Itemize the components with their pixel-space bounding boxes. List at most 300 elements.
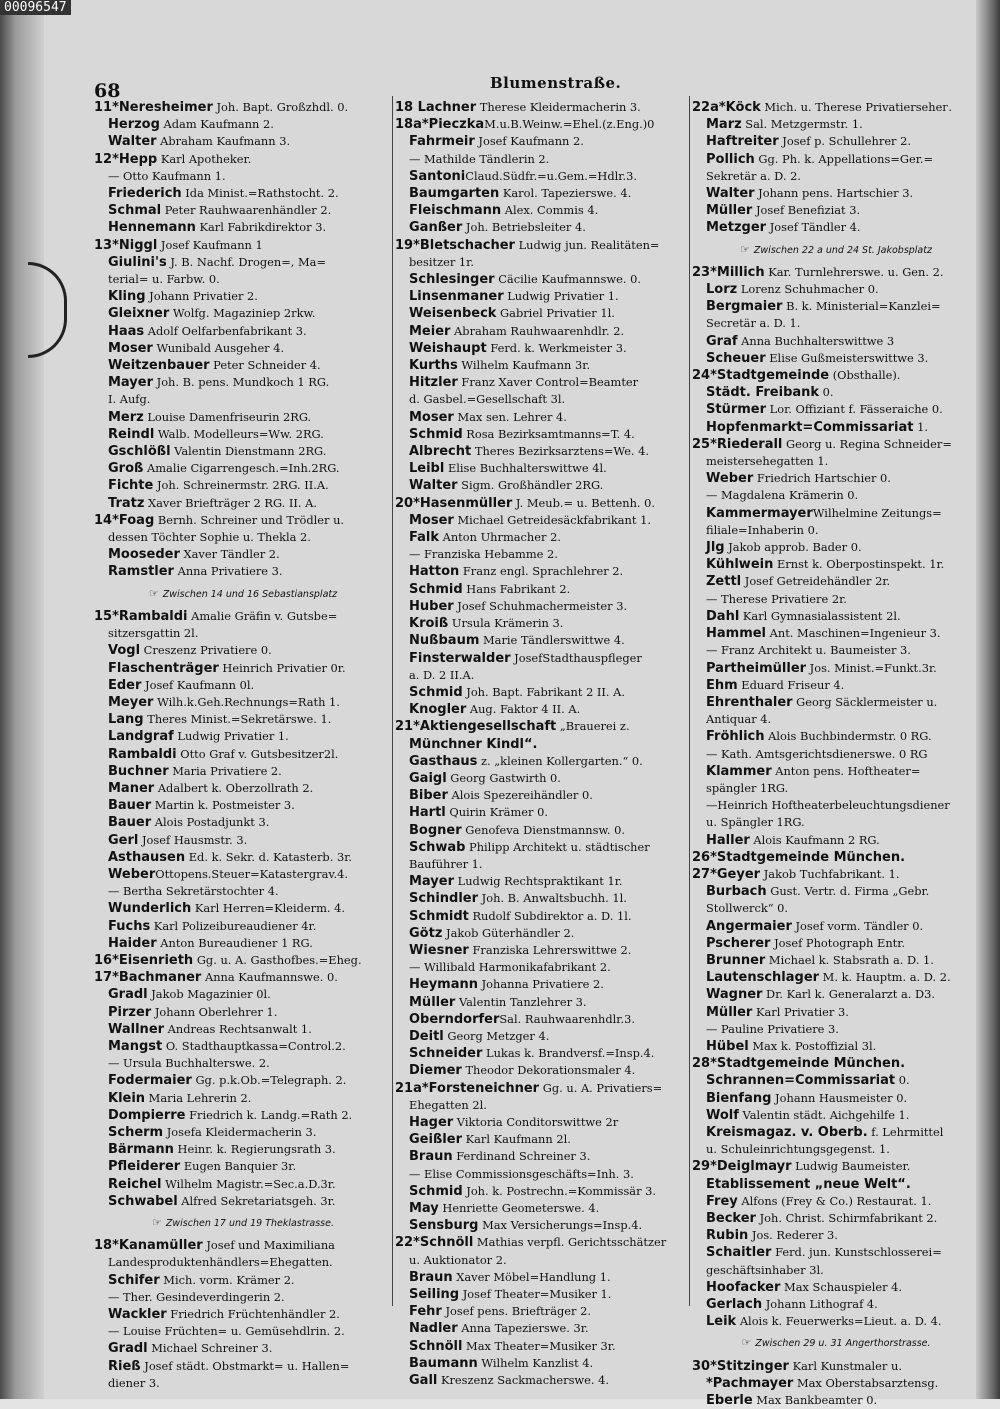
- directory-entry: [692, 1021, 980, 1038]
- directory-entry: [692, 1038, 980, 1055]
- entry-details: Josef pens. Briefträger 2.: [441, 1304, 591, 1319]
- entry-name: Hoofacker: [706, 1279, 781, 1295]
- entry-name: Fleischmann: [409, 203, 502, 219]
- directory-entry: [395, 1303, 690, 1320]
- entry-details: Gabriel Privatier 1l.: [496, 306, 615, 321]
- directory-entry: [94, 1055, 392, 1072]
- entry-details: Karl Kunstmaler u.: [788, 1358, 902, 1373]
- entry-details: dessen Töchter Sophie u. Thekla 2.: [108, 530, 311, 545]
- directory-entry: [94, 1072, 392, 1089]
- entry-name: Haider: [108, 935, 157, 951]
- pointing-hand-icon: ☞: [148, 586, 159, 600]
- directory-entry: [94, 677, 392, 694]
- entry-details: Wilhelmine Zeitungs=: [812, 505, 942, 520]
- entry-name: Mayer: [108, 375, 154, 391]
- directory-entry: [395, 615, 690, 632]
- entry-details: Antiquar 4.: [706, 712, 772, 727]
- directory-entry: [692, 333, 980, 350]
- entry-name: 27*Geyer: [692, 866, 761, 882]
- directory-entry: [395, 340, 690, 357]
- directory-entry: [94, 1306, 392, 1323]
- entry-details: — Mathilde Tändlerin 2.: [409, 151, 550, 166]
- directory-entry: [395, 753, 690, 770]
- entry-name: Schmid: [409, 684, 463, 700]
- entry-details: Max sen. Lehrer 4.: [453, 409, 567, 424]
- entry-name: Pollich: [706, 151, 755, 167]
- directory-entry: [395, 994, 690, 1011]
- entry-details: B. k. Ministerial=Kanzlei=: [782, 299, 941, 314]
- entry-name: Braun: [409, 1269, 453, 1285]
- entry-details: u. Schuleinrichtungsgegenst. 1.: [706, 1142, 890, 1157]
- entry-details: Ed. k. Sekr. d. Katasterb. 3r.: [185, 849, 353, 864]
- entry-details: Wilhelm Kanzlist 4.: [477, 1355, 594, 1370]
- entry-details: Ursula Krämerin 3.: [448, 616, 564, 631]
- entry-name: Bogner: [409, 822, 462, 838]
- entry-details: Sal. Metzgermstr. 1.: [741, 117, 863, 132]
- directory-column-2: [395, 99, 690, 1389]
- directory-entry: [94, 832, 392, 849]
- directory-entry: [395, 1286, 690, 1303]
- entry-name: Fodermaier: [108, 1073, 192, 1089]
- entry-name: Etablissement „neue Welt“.: [706, 1176, 911, 1192]
- directory-entry: [692, 470, 980, 487]
- entry-details: Josef Getreidehändler 2r.: [741, 574, 891, 589]
- directory-entry: [395, 701, 690, 718]
- entry-details: — Magdalena Krämerin 0.: [706, 488, 859, 503]
- entry-details: Max Schauspieler 4.: [780, 1279, 903, 1294]
- entry-name: Pirzer: [108, 1004, 152, 1020]
- entry-details: Anton pens. Hoftheater=: [771, 763, 921, 778]
- directory-entry: [692, 918, 980, 935]
- entry-details: Georg u. Regina Schneider=: [782, 436, 952, 451]
- entry-details: „Brauerei z.: [556, 719, 630, 734]
- entry-name: Kurths: [409, 358, 458, 374]
- directory-entry: [94, 202, 392, 219]
- directory-entry: [692, 935, 980, 952]
- entry-details: — Franziska Hebamme 2.: [409, 547, 558, 562]
- entry-details: Lorenz Schuhmacher 0.: [737, 282, 879, 297]
- entry-name: Schindler: [409, 891, 479, 907]
- directory-entry: [94, 746, 392, 763]
- directory-entry: [94, 374, 392, 391]
- entry-details: Ant. Maschinen=Ingenieur 3.: [766, 626, 941, 641]
- entry-details: — Louise Früchten= u. Gemüsehdlrin. 2.: [108, 1324, 345, 1339]
- entry-name: Seiling: [409, 1287, 460, 1303]
- entry-details: Kar. Turnlehrerswe. u. Gen. 2.: [764, 264, 944, 279]
- entry-name: Schwabel: [108, 1193, 178, 1209]
- entry-details: Georg Säcklermeister u.: [792, 694, 938, 709]
- directory-entry: [395, 959, 690, 976]
- directory-entry: [94, 477, 392, 494]
- directory-entry: [94, 1358, 392, 1375]
- entry-details: Anna Buchhalterswittwe 3: [737, 333, 895, 348]
- entry-name: Diemer: [409, 1063, 462, 1079]
- directory-entry: [692, 900, 980, 917]
- entry-details: Marie Tändlerswittwe 4.: [479, 633, 625, 648]
- entry-name: 11*Neresheimer: [94, 100, 213, 115]
- entry-details: Max Oberstabsarztensg.: [793, 1375, 939, 1390]
- entry-name: Metzger: [706, 220, 767, 236]
- entry-details: Rosa Bezirksamtmanns=T. 4.: [462, 426, 635, 441]
- directory-entry: [692, 1193, 980, 1210]
- entry-details: Claud.Südfr.=u.Gem.=Hdlr.3.: [465, 168, 637, 183]
- directory-entry: [94, 116, 392, 133]
- entry-details: Gust. Vertr. d. Firma „Gebr.: [766, 884, 930, 899]
- directory-entry: [395, 1131, 690, 1148]
- entry-name: Kühlwein: [706, 557, 774, 573]
- directory-entry: [395, 839, 690, 856]
- directory-entry: [692, 573, 980, 590]
- cross-street-note: [94, 1214, 392, 1232]
- entry-details: Alois Buchbindermstr. 0 RG.: [764, 729, 932, 744]
- entry-details: — Elise Commissionsgeschäfts=Inh. 3.: [409, 1166, 634, 1181]
- directory-entry: [692, 367, 980, 384]
- entry-details: Peter Rauhwaarenhändler 2.: [161, 203, 332, 218]
- entry-details: Gg. u. A. Gasthofbes.=Eheg.: [193, 952, 362, 967]
- directory-entry: [94, 1237, 392, 1254]
- entry-details: Josef Hausmstr. 3.: [138, 832, 248, 847]
- entry-name: Geißler: [409, 1132, 462, 1148]
- entry-details: Max Bankbeamter 0.: [752, 1393, 878, 1408]
- entry-details: Joh. B. pens. Mundkoch 1 RG.: [153, 375, 330, 390]
- entry-details: Wolfg. Magaziniер 2rkw.: [169, 306, 316, 321]
- directory-entry: [692, 185, 980, 202]
- entry-name: Klammer: [706, 763, 772, 779]
- entry-details: Lukas k. Brandversf.=Insp.4.: [482, 1046, 655, 1061]
- entry-details: Johann Lithograf 4.: [762, 1297, 878, 1312]
- entry-details: Walb. Modelleurs=Ww. 2RG.: [154, 426, 324, 441]
- entry-details: Cäcilie Kaufmannswe. 0.: [494, 272, 641, 287]
- directory-entry: [395, 443, 690, 460]
- directory-entry: [692, 849, 980, 866]
- directory-entry: [395, 1234, 690, 1251]
- entry-details: —Heinrich Hoftheaterbeleuchtungsdiener: [706, 798, 950, 813]
- directory-entry: [94, 512, 392, 529]
- entry-name: Walter: [108, 134, 157, 150]
- entry-name: Lautenschlager: [706, 970, 820, 986]
- directory-entry: [94, 271, 392, 288]
- entry-name: Gerlach: [706, 1297, 763, 1313]
- directory-entry: [94, 969, 392, 986]
- entry-details: Karl Gymnasialassistent 2l.: [739, 608, 901, 623]
- directory-entry: [94, 1141, 392, 1158]
- entry-details: (Obsthalle).: [829, 368, 901, 383]
- directory-entry: [692, 202, 980, 219]
- directory-entry: [94, 219, 392, 236]
- directory-entry: [94, 711, 392, 728]
- directory-entry: [395, 1148, 690, 1165]
- cross-street-text: Zwischen 22 a und 24 St. Jakobsplatz: [753, 244, 932, 256]
- entry-details: Johanna Privatiere 2.: [478, 977, 604, 992]
- directory-entry: [692, 677, 980, 694]
- cross-street-note: [692, 1334, 980, 1352]
- directory-entry: [94, 814, 392, 831]
- entry-name: 17*Bachmaner: [94, 970, 202, 986]
- entry-name: Schnöll: [409, 1338, 463, 1354]
- entry-name: Oberndorfer: [409, 1011, 500, 1027]
- entry-details: Ludwig Baumeister.: [791, 1159, 911, 1174]
- entry-details: Aug. Faktor 4 II. A.: [466, 702, 581, 717]
- entry-details: diener 3.: [108, 1375, 160, 1390]
- entry-details: Wilh.k.Geh.Rechnungs=Rath 1.: [153, 694, 340, 709]
- entry-details: Joh. Schreinermstr. 2RG. II.A.: [153, 478, 329, 493]
- directory-entry: [395, 976, 690, 993]
- entry-name: 14*Foag: [94, 512, 155, 528]
- entry-name: Albrecht: [409, 444, 472, 460]
- entry-details: Landesproduktenhändlers=Ehegatten.: [108, 1255, 333, 1270]
- entry-name: Herzog: [108, 117, 160, 133]
- directory-entry: [94, 1107, 392, 1124]
- directory-entry: [692, 384, 980, 401]
- entry-details: Amalie Gräfin v. Gutsbe=: [187, 608, 338, 623]
- entry-details: Adolf Oelfarbenfabrikant 3.: [144, 323, 307, 338]
- directory-entry: [94, 900, 392, 917]
- directory-entry: [692, 219, 980, 236]
- entry-details: a. D. 2 II.A.: [409, 667, 475, 682]
- directory-entry: [692, 1124, 980, 1141]
- entry-details: Josef städt. Obstmarkt= u. Hallen=: [140, 1358, 350, 1373]
- entry-details: meistersehegatten 1.: [706, 454, 829, 469]
- entry-name: Bienfang: [706, 1090, 772, 1106]
- pointing-hand-icon: ☞: [152, 1216, 162, 1229]
- directory-entry: [94, 849, 392, 866]
- entry-details: Adalbert k. Oberzollrath 2.: [154, 780, 314, 795]
- directory-entry: [94, 185, 392, 202]
- directory-entry: [692, 1244, 980, 1261]
- entry-details: Ida Minist.=Rathstocht. 2.: [181, 186, 339, 201]
- directory-entry: [692, 419, 980, 436]
- directory-entry: [94, 529, 392, 546]
- entry-name: Hammel: [706, 626, 767, 642]
- entry-details: sitzersgattin 2l.: [108, 626, 199, 641]
- directory-entry: [395, 822, 690, 839]
- entry-details: Jakob Tuchfabrikant. 1.: [760, 866, 900, 881]
- entry-details: Karl Polizeiburеаudiener 4r.: [150, 918, 317, 933]
- entry-name: Lorz: [706, 282, 738, 298]
- entry-name: Reichel: [108, 1176, 162, 1192]
- directory-entry: [395, 271, 690, 288]
- entry-details: Sekretär a. D. 2.: [706, 168, 801, 183]
- entry-name: Schaitler: [706, 1245, 772, 1261]
- entry-details: Louise Damenfriseurin 2RG.: [143, 409, 312, 424]
- entry-details: Jakob Güterhändler 2.: [442, 925, 575, 940]
- entry-details: Maria Lehrerin 2.: [145, 1090, 252, 1105]
- entry-details: — Pauline Privatiere 3.: [706, 1021, 839, 1036]
- entry-name: 21*Aktiengesellschaft: [395, 719, 557, 735]
- entry-details: Ferd. jun. Kunstschlosserei=: [771, 1245, 942, 1260]
- directory-entry: [395, 477, 690, 494]
- entry-name: Gerl: [108, 832, 139, 848]
- entry-details: Josef Benefiziat 3.: [752, 203, 861, 218]
- directory-entry: [692, 986, 980, 1003]
- entry-name: 18 Lachner: [395, 100, 477, 115]
- directory-entry: [395, 288, 690, 305]
- directory-entry: [395, 1269, 690, 1286]
- entry-name: Vogl: [108, 643, 141, 659]
- directory-entry: [692, 99, 980, 116]
- entry-details: Anton Uhrmacher 2.: [439, 530, 561, 545]
- directory-entry: [395, 804, 690, 821]
- entry-name: Schwab: [409, 839, 466, 855]
- directory-entry: [94, 780, 392, 797]
- directory-entry: [94, 1124, 392, 1141]
- directory-entry: [395, 1183, 690, 1200]
- entry-name: Landgraf: [108, 729, 174, 745]
- entry-details: Karl Kaufmann 2l.: [461, 1132, 571, 1147]
- directory-entry: [395, 1200, 690, 1217]
- entry-name: Moser: [409, 512, 454, 528]
- entry-details: Amalie Cigarrengesch.=Inh.2RG.: [143, 461, 340, 476]
- directory-entry: [94, 952, 392, 969]
- entry-name: Schifer: [108, 1272, 160, 1288]
- directory-entry: [692, 694, 980, 711]
- directory-entry: [94, 1340, 392, 1357]
- entry-name: Kreismagaz. v. Oberb.: [706, 1124, 868, 1140]
- entry-name: Götz: [409, 925, 443, 941]
- entry-name: Schlesinger: [409, 272, 495, 288]
- directory-entry: [692, 315, 980, 332]
- directory-entry: [692, 1210, 980, 1227]
- entry-name: 25*Riederall: [692, 436, 783, 452]
- directory-entry: [94, 1254, 392, 1271]
- entry-details: Wilhelm Magistr.=Sec.a.D.3r.: [161, 1176, 336, 1191]
- entry-details: — Otto Kaufmann 1.: [108, 168, 226, 183]
- directory-entry: [692, 711, 980, 728]
- entry-details: Andreas Rechtsanwalt 1.: [164, 1021, 312, 1036]
- entry-name: Gradl: [108, 987, 148, 1003]
- entry-name: Baumann: [409, 1355, 478, 1371]
- entry-name: Gradl: [108, 1341, 148, 1357]
- directory-entry: [94, 763, 392, 780]
- directory-entry: [94, 151, 392, 168]
- entry-details: Eugen Banquier 3r.: [180, 1159, 297, 1174]
- entry-details: Joh. Bapt. Großzhdl. 0.: [212, 100, 349, 114]
- entry-name: Reindl: [108, 426, 155, 442]
- entry-details: Ludwig Rechtspraktikant 1r.: [454, 874, 623, 889]
- directory-entry: [94, 563, 392, 580]
- entry-details: Alex. Commis 4.: [501, 203, 599, 218]
- directory-entry: [692, 883, 980, 900]
- directory-entry: [395, 1320, 690, 1337]
- entry-details: Dr. Karl k. Generalarzt a. D3.: [762, 987, 936, 1002]
- entry-name: Jlg: [706, 540, 725, 556]
- entry-details: Wunibald Ausgeher 4.: [152, 340, 285, 355]
- entry-details: z. „kleinen Kollergarten.“ 0.: [477, 753, 643, 768]
- entry-name: Meier: [409, 323, 451, 339]
- entry-name: Brunner: [706, 952, 766, 968]
- entry-name: Fuchs: [108, 918, 151, 934]
- entry-details: Johann pens. Hartschier 3.: [754, 186, 914, 201]
- entry-name: Becker: [706, 1211, 756, 1226]
- entry-details: Josef Kaufmann 0l.: [141, 677, 255, 692]
- entry-name: Hatton: [409, 564, 460, 580]
- directory-entry: [395, 1217, 690, 1234]
- directory-entry: [94, 340, 392, 357]
- entry-name: 22*Schnöll: [395, 1235, 474, 1251]
- entry-name: 26*Stadtgemeinde München.: [692, 849, 906, 865]
- entry-details: Josef vorm. Tändler 0.: [791, 918, 924, 933]
- entry-details: Lor. Offiziant f. Fässeraiche 0.: [766, 402, 943, 417]
- directory-entry: [395, 736, 690, 753]
- directory-entry: [692, 625, 980, 642]
- entry-name: Rubin: [706, 1228, 749, 1244]
- entry-details: Max Versicherungs=Insp.4.: [478, 1218, 643, 1233]
- directory-entry: [94, 357, 392, 374]
- directory-entry: [94, 546, 392, 563]
- directory-entry: [692, 298, 980, 315]
- entry-details: O. Stadthauptkassa=Control.2.: [162, 1038, 346, 1053]
- directory-entry: [395, 890, 690, 907]
- directory-column-3: [692, 99, 980, 1409]
- entry-details: Bernh. Schreiner und Trödler u.: [154, 512, 345, 527]
- entry-name: Baumgarten: [409, 186, 500, 202]
- directory-entry: [692, 780, 980, 797]
- directory-entry: [395, 512, 690, 529]
- entry-details: u. Auktionator 2.: [409, 1252, 507, 1267]
- cross-street-note: [692, 241, 980, 259]
- entry-name: Fehr: [409, 1304, 442, 1320]
- directory-entry: [395, 1355, 690, 1372]
- entry-name: Ehm: [706, 677, 738, 693]
- entry-details: u. Spängler 1RG.: [706, 815, 805, 830]
- cross-street-text: Zwischen 14 und 16 Sebastiansplatz: [162, 588, 338, 600]
- entry-name: 19*Bletschacher: [395, 237, 515, 253]
- entry-details: Georg Metzger 4.: [443, 1028, 550, 1043]
- entry-details: Alfons (Frey & Co.) Restaurat. 1.: [737, 1193, 932, 1208]
- directory-entry: [692, 1055, 980, 1072]
- directory-entry: [692, 952, 980, 969]
- entry-details: — Therese Privatiere 2r.: [706, 591, 847, 606]
- directory-entry: [395, 925, 690, 942]
- entry-details: J. Meub.= u. Bettenh. 0.: [512, 495, 656, 510]
- entry-details: Michael Getreidesäckfabrikant 1.: [453, 512, 651, 527]
- entry-name: *Pachmayer: [706, 1375, 794, 1391]
- entry-details: Alois k. Feuerwerks=Lieut. a. D. 4.: [736, 1314, 942, 1329]
- directory-entry: [692, 866, 980, 883]
- entry-name: 22a*Köck: [692, 100, 761, 115]
- entry-name: Mooseder: [108, 547, 180, 563]
- directory-entry: [692, 728, 980, 745]
- entry-name: Merz: [108, 409, 144, 425]
- entry-details: Ludwig Privatier 1.: [173, 729, 289, 744]
- entry-name: Leik: [706, 1314, 737, 1330]
- entry-name: Moser: [108, 340, 153, 356]
- directory-entry: [692, 168, 980, 185]
- entry-details: Xaver Briefträger 2 RG. II. A.: [144, 495, 317, 510]
- entry-name: Bergmaier: [706, 299, 783, 315]
- entry-details: Josef Theater=Musiker 1.: [459, 1287, 612, 1302]
- entry-details: Viktoria Conditorswittwe 2r: [453, 1114, 619, 1129]
- directory-entry: [94, 866, 392, 883]
- entry-details: Henriette Geometerswe. 4.: [438, 1201, 600, 1215]
- entry-name: 13*Niggl: [94, 237, 158, 253]
- entry-details: Anna Kaufmannswe. 0.: [201, 970, 338, 985]
- directory-entry: [692, 797, 980, 814]
- entry-details: Josef Tändler 4.: [766, 220, 861, 235]
- directory-entry: [94, 660, 392, 677]
- directory-entry: [395, 374, 690, 391]
- entry-details: Joh. Bapt. Fabrikant 2 II. A.: [462, 684, 626, 699]
- entry-details: Jakob Magazinier 0l.: [147, 987, 271, 1002]
- entry-details: Peter Schneider 4.: [209, 358, 321, 373]
- directory-entry: [94, 1090, 392, 1107]
- entry-name: Rambaldi: [108, 746, 177, 762]
- entry-name: Groß: [108, 461, 144, 477]
- directory-entry: [395, 529, 690, 546]
- entry-name: Bauer: [108, 798, 152, 814]
- entry-name: Bärmann: [108, 1142, 174, 1158]
- entry-name: 23*Millich: [692, 264, 765, 280]
